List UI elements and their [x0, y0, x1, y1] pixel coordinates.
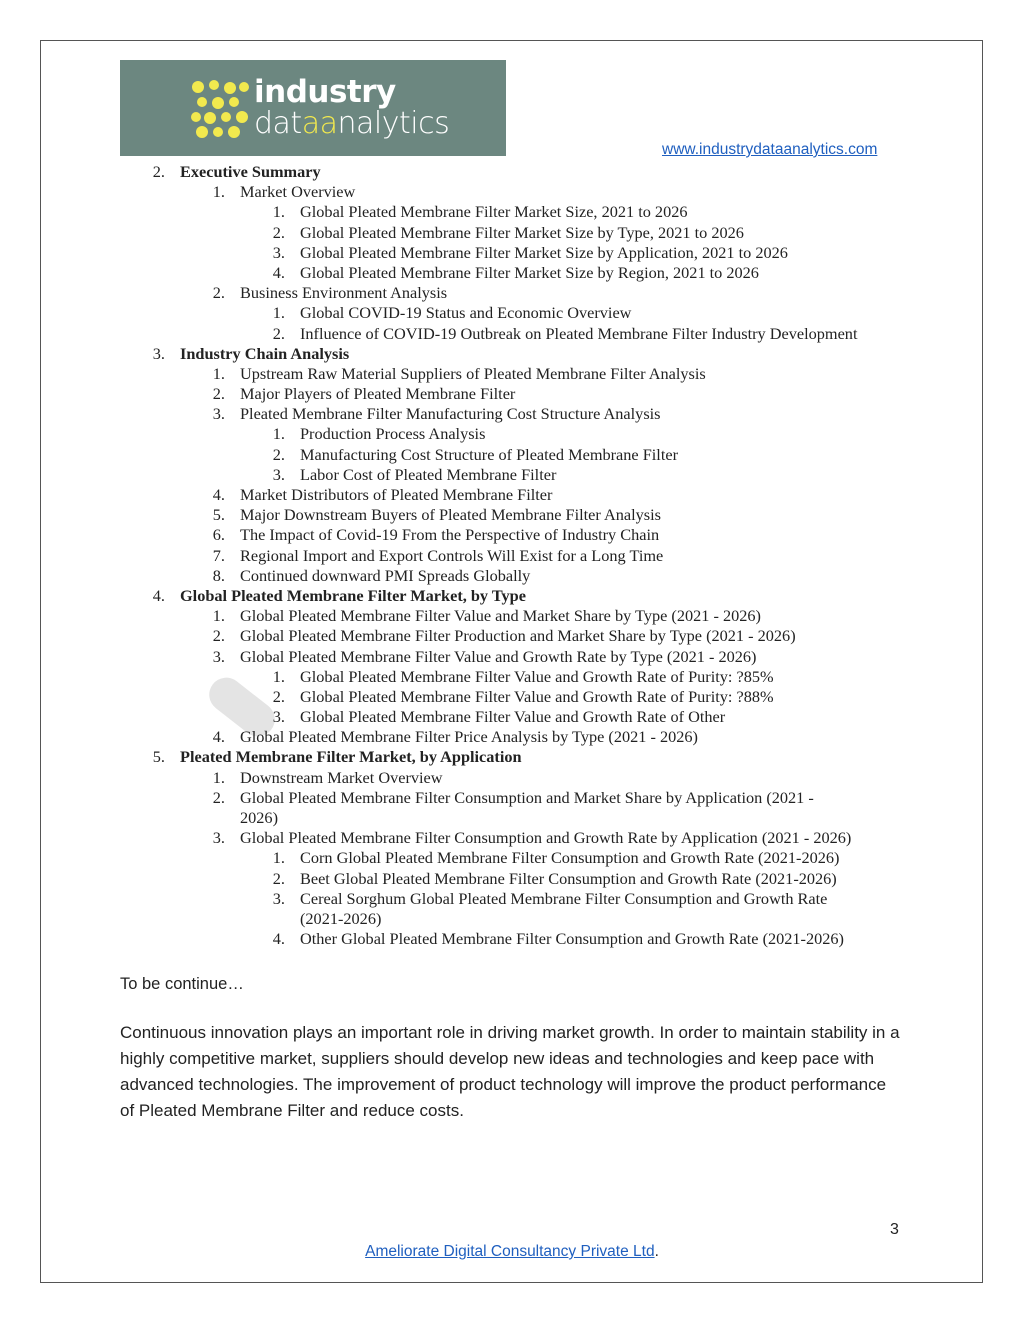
toc-item-number: 2.: [272, 222, 285, 242]
toc-item: [0, 404, 1024, 424]
toc-item-number: 3.: [272, 242, 285, 262]
toc-item-text: Influence of COVID-19 Outbreak on Pleated Membrane Filter Industry Development: [300, 323, 858, 343]
toc-item-text: Global Pleated Membrane Filter Value and Growth Rate of Purity: ?85%: [300, 666, 774, 686]
toc-item-text: 2026): [240, 808, 278, 827]
toc-item-text: Global Pleated Membrane Filter Consumption and Growth Rate by Application (2021 - 2026): [240, 828, 852, 848]
toc-item-text: Continued downward PMI Spreads Globally: [240, 565, 531, 585]
toc-item-text: Cereal Sorghum Global Pleated Membrane Filter Consumption and Growth Rate: [300, 888, 828, 908]
toc-item: [0, 566, 1024, 586]
footer-suffix: .: [654, 1243, 659, 1260]
toc-item-text: The Impact of Covid-19 From the Perspective of Industry Chain: [240, 525, 660, 545]
toc-item-text: Beet Global Pleated Membrane Filter Consumption and Growth Rate (2021-2026): [300, 868, 837, 888]
toc-item-number: 2.: [272, 686, 285, 706]
toc-item: [0, 727, 1024, 747]
toc-item-text: Global Pleated Membrane Filter Value and Growth Rate of Other: [300, 707, 726, 727]
toc-item-text: Global Pleated Membrane Filter Price Analysis by Type (2021 - 2026): [240, 727, 698, 747]
toc-item: [0, 929, 1024, 949]
toc-item: [0, 243, 1024, 263]
toc-item-number: 2.: [212, 787, 225, 807]
toc-item-number: 4.: [272, 262, 285, 282]
toc-item: [0, 707, 1024, 727]
toc-item: [0, 525, 1024, 545]
toc-item: [0, 303, 1024, 323]
toc-item-number: 5.: [152, 747, 165, 767]
toc-item: [0, 909, 1024, 929]
toc-item-text: Executive Summary: [180, 162, 321, 181]
toc-item: [0, 606, 1024, 626]
toc-item-text: Market Distributors of Pleated Membrane Filter: [240, 485, 553, 504]
toc-item-number: 1.: [272, 202, 285, 222]
toc-item-text: (2021-2026): [300, 908, 382, 928]
toc-item-text: Global Pleated Membrane Filter Market Size, 2021 to 2026: [300, 202, 688, 222]
toc-item-text: Industry Chain Analysis: [180, 343, 350, 363]
logo-dots-icon: [190, 79, 250, 139]
toc-item-number: 4.: [272, 929, 285, 949]
toc-item: [0, 324, 1024, 344]
to-be-continued-text: To be continue…: [120, 975, 244, 993]
toc-item-number: 3.: [272, 464, 285, 484]
toc-item-number: 8.: [212, 565, 225, 585]
toc-item-text: Other Global Pleated Membrane Filter Consumption and Growth Rate (2021-2026): [300, 929, 844, 949]
page-number: 3: [890, 1221, 899, 1238]
toc-item: [0, 586, 1024, 606]
toc-item: [0, 788, 1024, 808]
toc-item-text: Regional Import and Export Controls Will Exist for a Long Time: [240, 545, 664, 565]
toc-item-text: Market Overview: [240, 182, 356, 202]
toc-item-number: 1.: [212, 363, 225, 383]
toc-item: [0, 424, 1024, 444]
toc-item: [0, 485, 1024, 505]
toc-item-number: 3.: [272, 707, 285, 727]
toc-item-text: Global Pleated Membrane Filter Market Size by Region, 2021 to 2026: [300, 262, 759, 282]
toc-item: [0, 828, 1024, 848]
toc-item-number: 3.: [212, 404, 225, 424]
toc-item-text: Global Pleated Membrane Filter Value and Growth Rate of Purity: ?88%: [300, 686, 774, 706]
toc-item-number: 2.: [212, 283, 225, 303]
toc-item: [0, 747, 1024, 767]
toc-item: [0, 848, 1024, 868]
toc-item: [0, 889, 1024, 909]
toc-item: [0, 808, 1024, 828]
toc-item: [0, 263, 1024, 283]
toc-item-number: 2.: [272, 868, 285, 888]
toc-item: [0, 202, 1024, 222]
toc-item: [0, 344, 1024, 364]
toc-item-number: 1.: [272, 666, 285, 686]
body-paragraph: Continuous innovation plays an important role in driving market growth. In order to maintain stability in a highly competitive market, suppliers should develop new ideas and technologies and keep pace with advanced technologies. The improvement of product technology will improve the product performance of Pleated Membrane Filter and reduce costs.: [120, 1023, 900, 1120]
toc-item-text: Major Downstream Buyers of Pleated Membrane Filter Analysis: [240, 505, 661, 525]
toc-item-number: 3.: [212, 646, 225, 666]
toc-item-number: 3.: [152, 343, 165, 363]
toc-item-number: 1.: [212, 182, 225, 202]
toc-item: [0, 182, 1024, 202]
toc-item-text: Global Pleated Membrane Filter Market Size by Type, 2021 to 2026: [300, 222, 744, 242]
toc-item-text: Pleated Membrane Filter Manufacturing Cost Structure Analysis: [240, 404, 661, 424]
toc-item: [0, 626, 1024, 646]
toc-item-number: 2.: [272, 323, 285, 343]
toc-item: [0, 505, 1024, 525]
toc-item: [0, 162, 1024, 182]
toc-item-text: Labor Cost of Pleated Membrane Filter: [300, 464, 557, 484]
toc-item: [0, 445, 1024, 465]
toc-item-number: 4.: [212, 727, 225, 747]
toc-item-text: Global Pleated Membrane Filter Value and Market Share by Type (2021 - 2026): [240, 606, 761, 626]
toc-item: [0, 667, 1024, 687]
toc-item-number: 5.: [212, 505, 225, 525]
toc-item: [0, 768, 1024, 788]
toc-item-text: Upstream Raw Material Suppliers of Pleated Membrane Filter Analysis: [240, 363, 706, 383]
toc-item-text: Corn Global Pleated Membrane Filter Consumption and Growth Rate (2021-2026): [300, 848, 840, 868]
toc-item: [0, 647, 1024, 667]
toc-item-number: 2.: [212, 626, 225, 646]
toc-item-text: Global Pleated Membrane Filter Market Size by Application, 2021 to 2026: [300, 242, 788, 262]
toc-item-number: 1.: [272, 848, 285, 868]
toc-item: [0, 223, 1024, 243]
toc-item-text: Global Pleated Membrane Filter Production and Market Share by Type (2021 - 2026): [240, 626, 796, 646]
toc-item-text: Downstream Market Overview: [240, 767, 443, 787]
toc-item-number: 4.: [212, 485, 225, 504]
footer-company-link[interactable]: Ameliorate Digital Consultancy Private Ltd: [365, 1243, 655, 1260]
toc-item-text: Business Environment Analysis: [240, 283, 448, 303]
table-of-contents: [0, 162, 1024, 949]
website-link[interactable]: www.industrydataanalytics.com: [662, 141, 878, 158]
toc-item-text: Global COVID-19 Status and Economic Overview: [300, 303, 632, 323]
footer: [0, 1243, 1024, 1261]
toc-item-number: 3.: [272, 888, 285, 908]
logo-text-industry: industry: [254, 74, 396, 110]
toc-item-number: 7.: [212, 545, 225, 565]
toc-item-text: Global Pleated Membrane Filter Market, by Type: [180, 585, 526, 605]
toc-item: [0, 869, 1024, 889]
toc-item: [0, 364, 1024, 384]
toc-item-text: Production Process Analysis: [300, 424, 486, 444]
toc-item: [0, 546, 1024, 566]
logo-text-dataanalytics: dataanalytics: [254, 106, 450, 141]
toc-item-number: 4.: [152, 585, 165, 605]
toc-item: [0, 384, 1024, 404]
toc-item-number: 2.: [152, 162, 165, 181]
toc-item-number: 6.: [212, 525, 225, 545]
toc-item-text: Global Pleated Membrane Filter Consumption and Market Share by Application (2021 -: [240, 787, 814, 807]
toc-item-text: Global Pleated Membrane Filter Value and Growth Rate by Type (2021 - 2026): [240, 646, 757, 666]
company-logo: [120, 60, 506, 156]
toc-item-text: Pleated Membrane Filter Market, by Application: [180, 747, 522, 767]
toc-item-number: 1.: [212, 606, 225, 626]
toc-item-text: Major Players of Pleated Membrane Filter: [240, 384, 516, 404]
toc-item-number: 3.: [212, 828, 225, 848]
toc-item-number: 1.: [272, 303, 285, 323]
toc-item: [0, 283, 1024, 303]
toc-item-number: 2.: [272, 444, 285, 464]
toc-item-number: 1.: [272, 424, 285, 444]
toc-item: [0, 687, 1024, 707]
toc-item-number: 1.: [212, 767, 225, 787]
toc-item-number: 2.: [212, 384, 225, 404]
toc-item: [0, 465, 1024, 485]
toc-item-text: Manufacturing Cost Structure of Pleated Membrane Filter: [300, 444, 678, 464]
